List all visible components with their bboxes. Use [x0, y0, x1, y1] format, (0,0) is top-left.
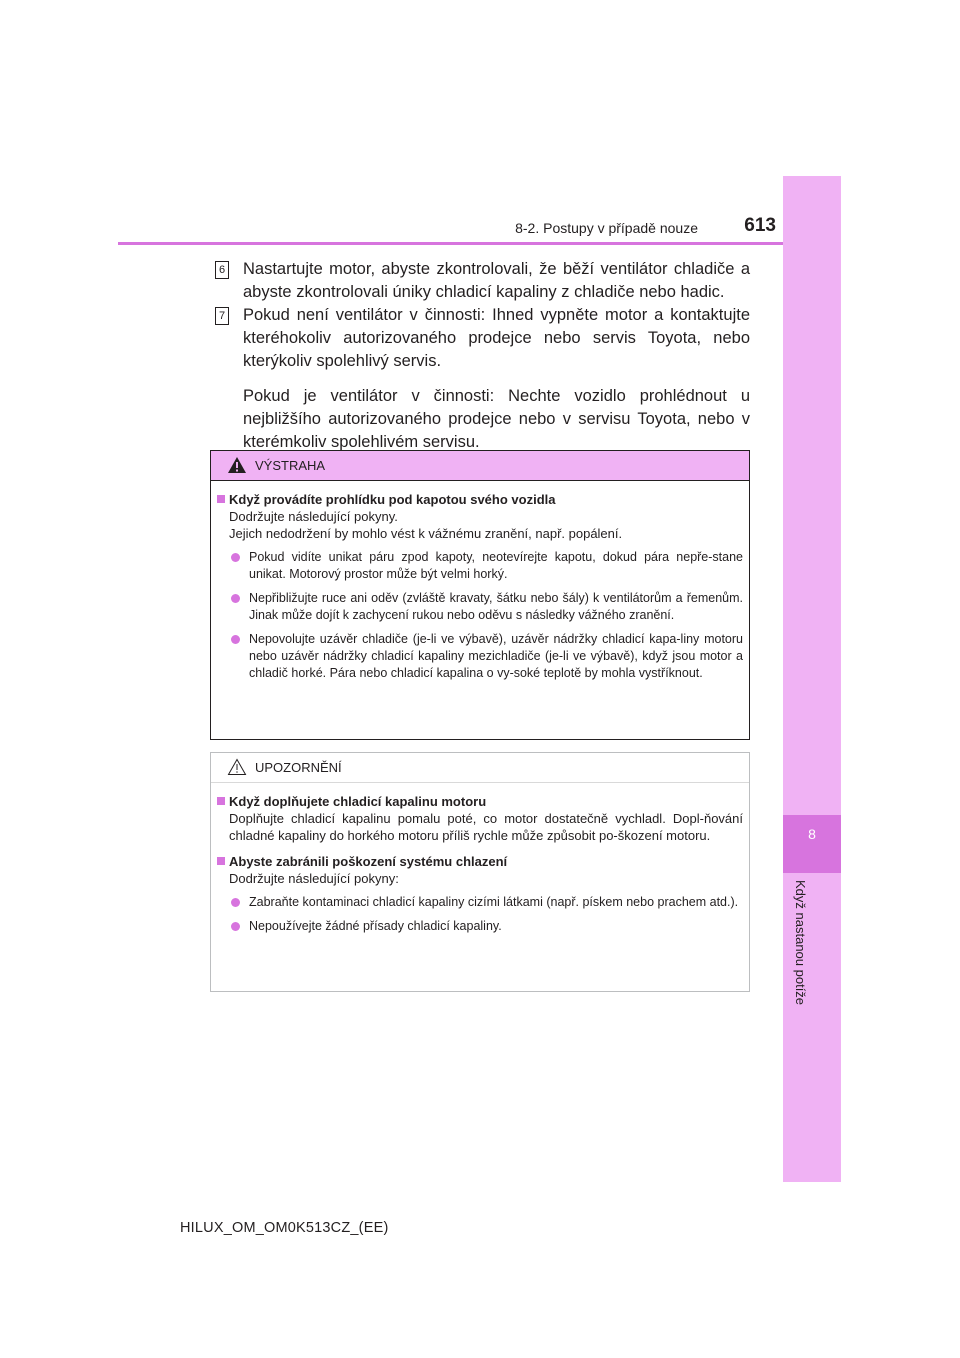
square-bullet-icon	[217, 797, 225, 805]
warning-section-title: Když provádíte prohlídku pod kapotou svého vozidla	[217, 491, 743, 508]
warning-header	[211, 451, 749, 481]
warning-triangle-icon	[227, 456, 247, 474]
notice-header	[211, 753, 749, 783]
chapter-number-tab	[783, 815, 841, 873]
step-paragraph: Nastartujte motor, abyste zkontrolovali, že běží ventilátor chladiče a abyste zkontrolovali úniky chladicí kapaliny z chladiče nebo hadic.	[243, 260, 750, 301]
step-paragraph: Pokud není ventilátor v činnosti: Ihned vypněte motor a kontaktujte kteréhokoliv autorizovaného prodejce nebo servis Toyota, nebo kterýkoliv spolehlivý servis.	[243, 306, 750, 370]
chapter-side-tab	[783, 176, 841, 1182]
square-bullet-icon	[217, 495, 225, 503]
warning-box	[210, 450, 750, 740]
caution-triangle-icon	[227, 758, 247, 776]
warning-bullet: Nepovolujte uzávěr chladiče (je-li ve výbavě), uzávěr nádržky chladicí kapa-liny motoru nebo uzávěr nádržky chladicí kapaliny mezichladiče (je-li ve výbavě), když jsou motor a chladič horké. Pára nebo chladicí kapalina o vy-soké teplotě by mohla vystříknout.	[217, 631, 743, 682]
square-bullet-icon	[217, 857, 225, 865]
warning-intro: Dodržujte následující pokyny.	[229, 509, 398, 524]
warning-bullet: Pokud vidíte unikat páru zpod kapoty, neotevírejte kapotu, dokud pára nepře-stane unikat. Motorový prostor může být velmi horký.	[217, 549, 743, 583]
page-number: 613	[744, 215, 776, 236]
warning-bullet: Nepřibližujte ruce ani oděv (zvláště kravaty, šátku nebo šály) k ventilátorům a řemenům. Jinak může dojít k zachycení rukou nebo oděvu s následky vážného zranění.	[217, 590, 743, 624]
step-number: 7	[215, 307, 229, 325]
circle-bullet-icon	[231, 922, 240, 931]
notice-text: Dodržujte následující pokyny:	[229, 871, 399, 886]
notice-section-title: Abyste zabránili poškození systému chlazení	[217, 853, 743, 870]
header-divider	[118, 242, 783, 245]
circle-bullet-icon	[231, 553, 240, 562]
circle-bullet-icon	[231, 898, 240, 907]
circle-bullet-icon	[231, 635, 240, 644]
notice-box	[210, 752, 750, 992]
chapter-number: 8	[808, 826, 816, 842]
notice-bullet: Nepoužívejte žádné přísady chladicí kapaliny.	[217, 918, 743, 935]
notice-text: Doplňujte chladicí kapalinu pomalu poté, co motor dostatečně vychladl. Dopl-ňování chladné kapaliny do horkého motoru příliš rychle může způsobit po-škození motoru.	[229, 811, 743, 843]
chapter-title: Když nastanou potíže	[793, 880, 808, 1006]
notice-title: UPOZORNĚNÍ	[255, 760, 342, 775]
warning-intro: Jejich nedodržení by mohlo vést k vážnému zranění, např. popálení.	[229, 526, 623, 541]
warning-title: VÝSTRAHA	[255, 458, 326, 473]
notice-section-title: Když doplňujete chladicí kapalinu motoru	[217, 793, 743, 810]
section-title: 8-2. Postupy v případě nouze	[515, 220, 698, 236]
step-number: 6	[215, 261, 229, 279]
step-paragraph: Pokud je ventilátor v činnosti: Nechte vozidlo prohlédnout u nejbližšího autorizovaného prodejce nebo v servisu Toyota, nebo v kterémkoliv spolehlivém servisu.	[243, 387, 750, 451]
document-code: HILUX_OM_OM0K513CZ_(EE)	[180, 1220, 389, 1236]
circle-bullet-icon	[231, 594, 240, 603]
notice-bullet: Zabraňte kontaminaci chladicí kapaliny cizími látkami (např. pískem nebo prachem atd.).	[217, 894, 743, 911]
step-7	[215, 304, 750, 466]
